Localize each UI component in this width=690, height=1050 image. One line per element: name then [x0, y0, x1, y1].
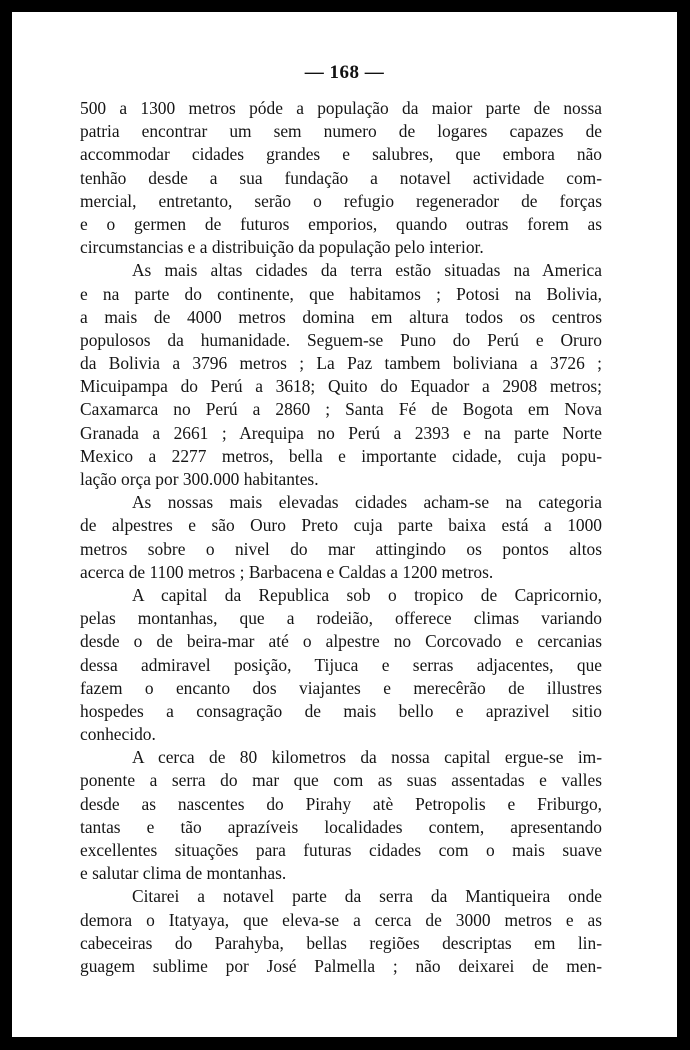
- text-line: accommodar cidades grandes e salubres, que embora não: [80, 144, 602, 165]
- paragraph-6: [80, 885, 602, 978]
- text-line: acerca de 1100 metros ; Barbacena e Caldas a 1200 metros.: [80, 561, 494, 582]
- text-line: A cerca de 80 kilometros da nossa capital ergue-se im-: [132, 747, 602, 768]
- paragraph-5: [80, 746, 602, 885]
- text-line: Caxamarca no Perú a 2860 ; Santa Fé de Bogota em Nova: [80, 399, 602, 420]
- page-number: — 168 —: [304, 62, 385, 83]
- text-line: conhecido.: [80, 724, 156, 745]
- text-body: [80, 97, 602, 978]
- text-line: Granada a 2661 ; Arequipa no Perú a 2393 e na parte Norte: [80, 422, 602, 443]
- text-line: demora o Itatyaya, que eleva-se a cerca de 3000 metros e as: [80, 909, 602, 930]
- text-line: Citarei a notavel parte da serra da Mantiqueira onde: [132, 886, 602, 907]
- text-line: cabeceiras do Parahyba, bellas regiões descriptas em lin-: [80, 932, 602, 953]
- text-line: ponente a serra do mar que com as suas assentadas e valles: [80, 770, 602, 791]
- text-line: circumstancias e a distribuição da população pelo interior.: [80, 237, 484, 258]
- text-line: fazem o encanto dos viajantes e merecêrão de illustres: [80, 677, 602, 698]
- text-line: hospedes a consagração de mais bello e aprazivel sitio: [80, 700, 602, 721]
- text-line: dessa admiravel posição, Tijuca e serras adjacentes, que: [80, 654, 602, 675]
- text-line: metros sobre o nivel do mar attingindo os pontos altos: [80, 538, 602, 559]
- text-line: As mais altas cidades da terra estão situadas na America: [132, 260, 602, 281]
- text-line: mercial, entretanto, serão o refugio regenerador de forças: [80, 190, 602, 211]
- text-line: tantas e tão aprazíveis localidades contem, apresentando: [80, 816, 602, 837]
- text-line: a mais de 4000 metros domina em altura todos os centros: [80, 306, 602, 327]
- text-line: desde o de beira-mar até o alpestre no Corcovado e cercanias: [80, 631, 602, 652]
- text-line: e o germen de futuros emporios, quando outras forem as: [80, 213, 602, 234]
- paragraph-3: [80, 491, 602, 584]
- text-line: A capital da Republica sob o tropico de Capricornio,: [132, 584, 602, 605]
- text-line: Micuipampa do Perú a 3618; Quito do Equador a 2908 metros;: [80, 376, 602, 397]
- text-line: Mexico a 2277 metros, bella e importante cidade, cuja popu-: [80, 445, 602, 466]
- text-line: patria encontrar um sem numero de logares capazes de: [80, 121, 602, 142]
- paragraph-1: [80, 97, 602, 259]
- paragraph-4: [80, 584, 602, 746]
- text-line: desde as nascentes do Pirahy atè Petropolis e Friburgo,: [80, 793, 602, 814]
- text-line: 500 a 1300 metros póde a população da maior parte de nossa: [80, 98, 602, 118]
- text-line: pelas montanhas, que a rodeião, offerece climas variando: [80, 608, 602, 629]
- text-line: e na parte do continente, que habitamos ; Potosi na Bolivia,: [80, 283, 602, 304]
- text-line: excellentes situações para futuras cidades com o mais suave: [80, 840, 602, 860]
- book-page: [12, 12, 677, 1037]
- text-line: e salutar clima de montanhas.: [80, 863, 287, 884]
- text-line: populosos da humanidade. Seguem-se Puno do Perú e Oruro: [80, 329, 602, 350]
- text-line: lação orça por 300.000 habitantes.: [80, 469, 319, 489]
- paragraph-2: [80, 259, 602, 491]
- text-line: de alpestres e são Ouro Preto cuja parte baixa está a 1000: [80, 515, 602, 536]
- text-line: tenhão desde a sua fundação a notavel actividade com-: [80, 167, 602, 188]
- text-line: As nossas mais elevadas cidades acham-se na categoria: [132, 492, 602, 513]
- text-line: da Bolivia a 3796 metros ; La Paz tambem boliviana a 3726 ;: [80, 353, 602, 374]
- text-line: guagem sublime por José Palmella ; não deixarei de men-: [80, 955, 602, 976]
